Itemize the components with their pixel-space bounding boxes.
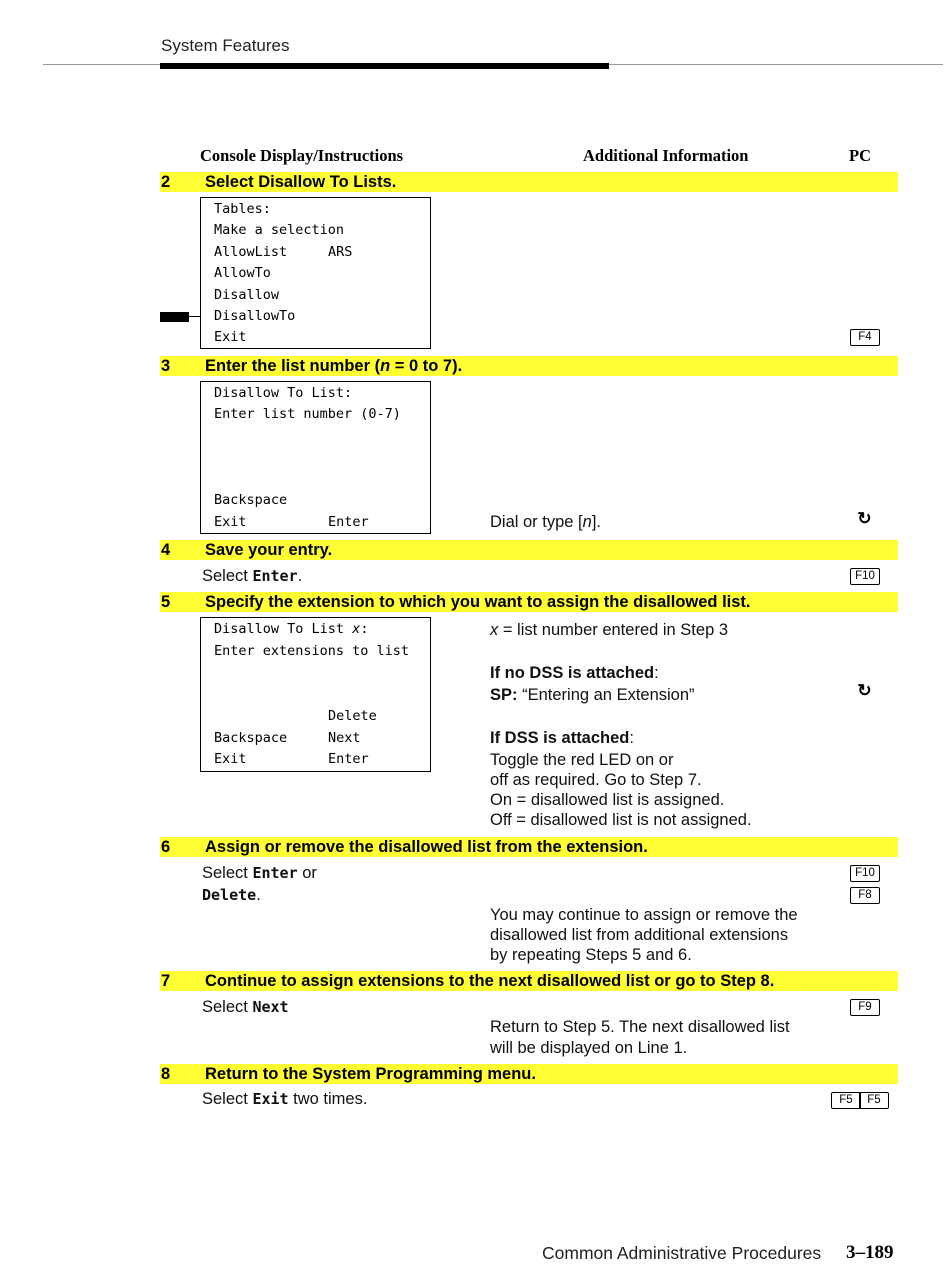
console-line: Enter extensions to list [214, 643, 410, 659]
instruction-text: Select Exit two times. [202, 1090, 368, 1108]
f9-key-icon: F9 [850, 999, 880, 1016]
instruction-text: Delete. [202, 886, 261, 904]
info-text: SP: “Entering an Extension” [490, 686, 695, 704]
console-line: Exit [214, 751, 247, 767]
console-line: Backspace [214, 492, 288, 508]
header-bar [160, 63, 609, 69]
info-text: If no DSS is attached: [490, 664, 659, 682]
step-bar [160, 356, 898, 376]
step-number: 7 [161, 972, 171, 990]
step-bar [160, 971, 898, 991]
step-bar [160, 1064, 898, 1084]
console-line: AllowList [214, 244, 288, 260]
column-heading-pc: PC [849, 146, 871, 165]
f10-key-icon: F10 [850, 865, 880, 882]
info-text: Off = disallowed list is not assigned. [490, 811, 752, 829]
info-text: Toggle the red LED on or [490, 751, 674, 769]
step-number: 2 [161, 173, 171, 191]
console-line: AllowTo [214, 265, 271, 281]
instruction-text: Select Next [202, 998, 289, 1016]
step-title: Select Disallow To Lists. [205, 173, 397, 191]
info-text: Dial or type [n]. [490, 513, 601, 531]
f4-key-icon: F4 [850, 329, 880, 346]
step-number: 6 [161, 838, 171, 856]
step-number: 4 [161, 541, 171, 559]
column-heading-console: Console Display/Instructions [200, 146, 404, 165]
info-text: disallowed list from additional extensions [490, 926, 789, 944]
step-number: 5 [161, 593, 171, 611]
page-number: 3–189 [846, 1242, 894, 1263]
running-header: System Features [161, 36, 290, 55]
step-title: Save your entry. [205, 541, 333, 559]
step-title: Continue to assign extensions to the next disallowed list or go to Step 8. [205, 972, 775, 990]
console-line: Disallow To List: [214, 385, 353, 401]
console-screen-disallow-to-list [200, 381, 431, 534]
f5-key-icon: F5 [859, 1092, 889, 1109]
step-number: 8 [161, 1065, 171, 1083]
step-title: Specify the extension to which you want to assign the disallowed list. [205, 593, 751, 611]
console-line: Make a selection [214, 222, 345, 238]
console-line: Exit [214, 329, 247, 345]
info-text: If DSS is attached: [490, 729, 634, 747]
step-title: Return to the System Programming menu. [205, 1065, 536, 1083]
step-title: Enter the list number (n = 0 to 7). [205, 357, 463, 375]
console-line: Exit [214, 514, 247, 530]
footer-title: Common Administrative Procedures [542, 1243, 822, 1263]
info-text: x = list number entered in Step 3 [490, 621, 729, 639]
step-bar [160, 837, 898, 857]
step-number: 3 [161, 357, 171, 375]
f10-key-icon: F10 [850, 568, 880, 585]
console-line: DisallowTo [214, 308, 296, 324]
step-title: Assign or remove the disallowed list from the extension. [205, 838, 648, 856]
column-heading-info: Additional Information [583, 146, 749, 165]
console-line: Delete [328, 708, 377, 724]
console-line: Backspace [214, 730, 288, 746]
console-screen-tables [200, 197, 431, 349]
info-text: by repeating Steps 5 and 6. [490, 946, 692, 964]
console-line: Enter list number (0-7) [214, 406, 401, 422]
console-line: Disallow To List x: [214, 621, 369, 637]
info-text: You may continue to assign or remove the [490, 906, 798, 924]
step-bar [160, 592, 898, 612]
console-line: Enter [328, 514, 369, 530]
dial-icon: ↻ [857, 509, 872, 528]
selection-pointer [160, 312, 189, 322]
f5-key-icon: F5 [831, 1092, 861, 1109]
step-bar [160, 540, 898, 560]
info-text: On = disallowed list is assigned. [490, 791, 725, 809]
step-bar [160, 172, 898, 192]
console-line: Tables: [214, 201, 271, 217]
console-line: Enter [328, 751, 369, 767]
info-text: off as required. Go to Step 7. [490, 771, 702, 789]
info-text: will be displayed on Line 1. [490, 1039, 688, 1057]
console-line: Next [328, 730, 361, 746]
console-line: ARS [328, 244, 353, 260]
console-line: Disallow [214, 287, 280, 303]
dial-icon: ↻ [857, 681, 872, 700]
instruction-text: Select Enter. [202, 567, 303, 585]
console-screen-extensions [200, 617, 431, 772]
f8-key-icon: F8 [850, 887, 880, 904]
selection-pointer-line [189, 316, 200, 317]
instruction-text: Select Enter or [202, 864, 317, 882]
info-text: Return to Step 5. The next disallowed list [490, 1018, 790, 1036]
